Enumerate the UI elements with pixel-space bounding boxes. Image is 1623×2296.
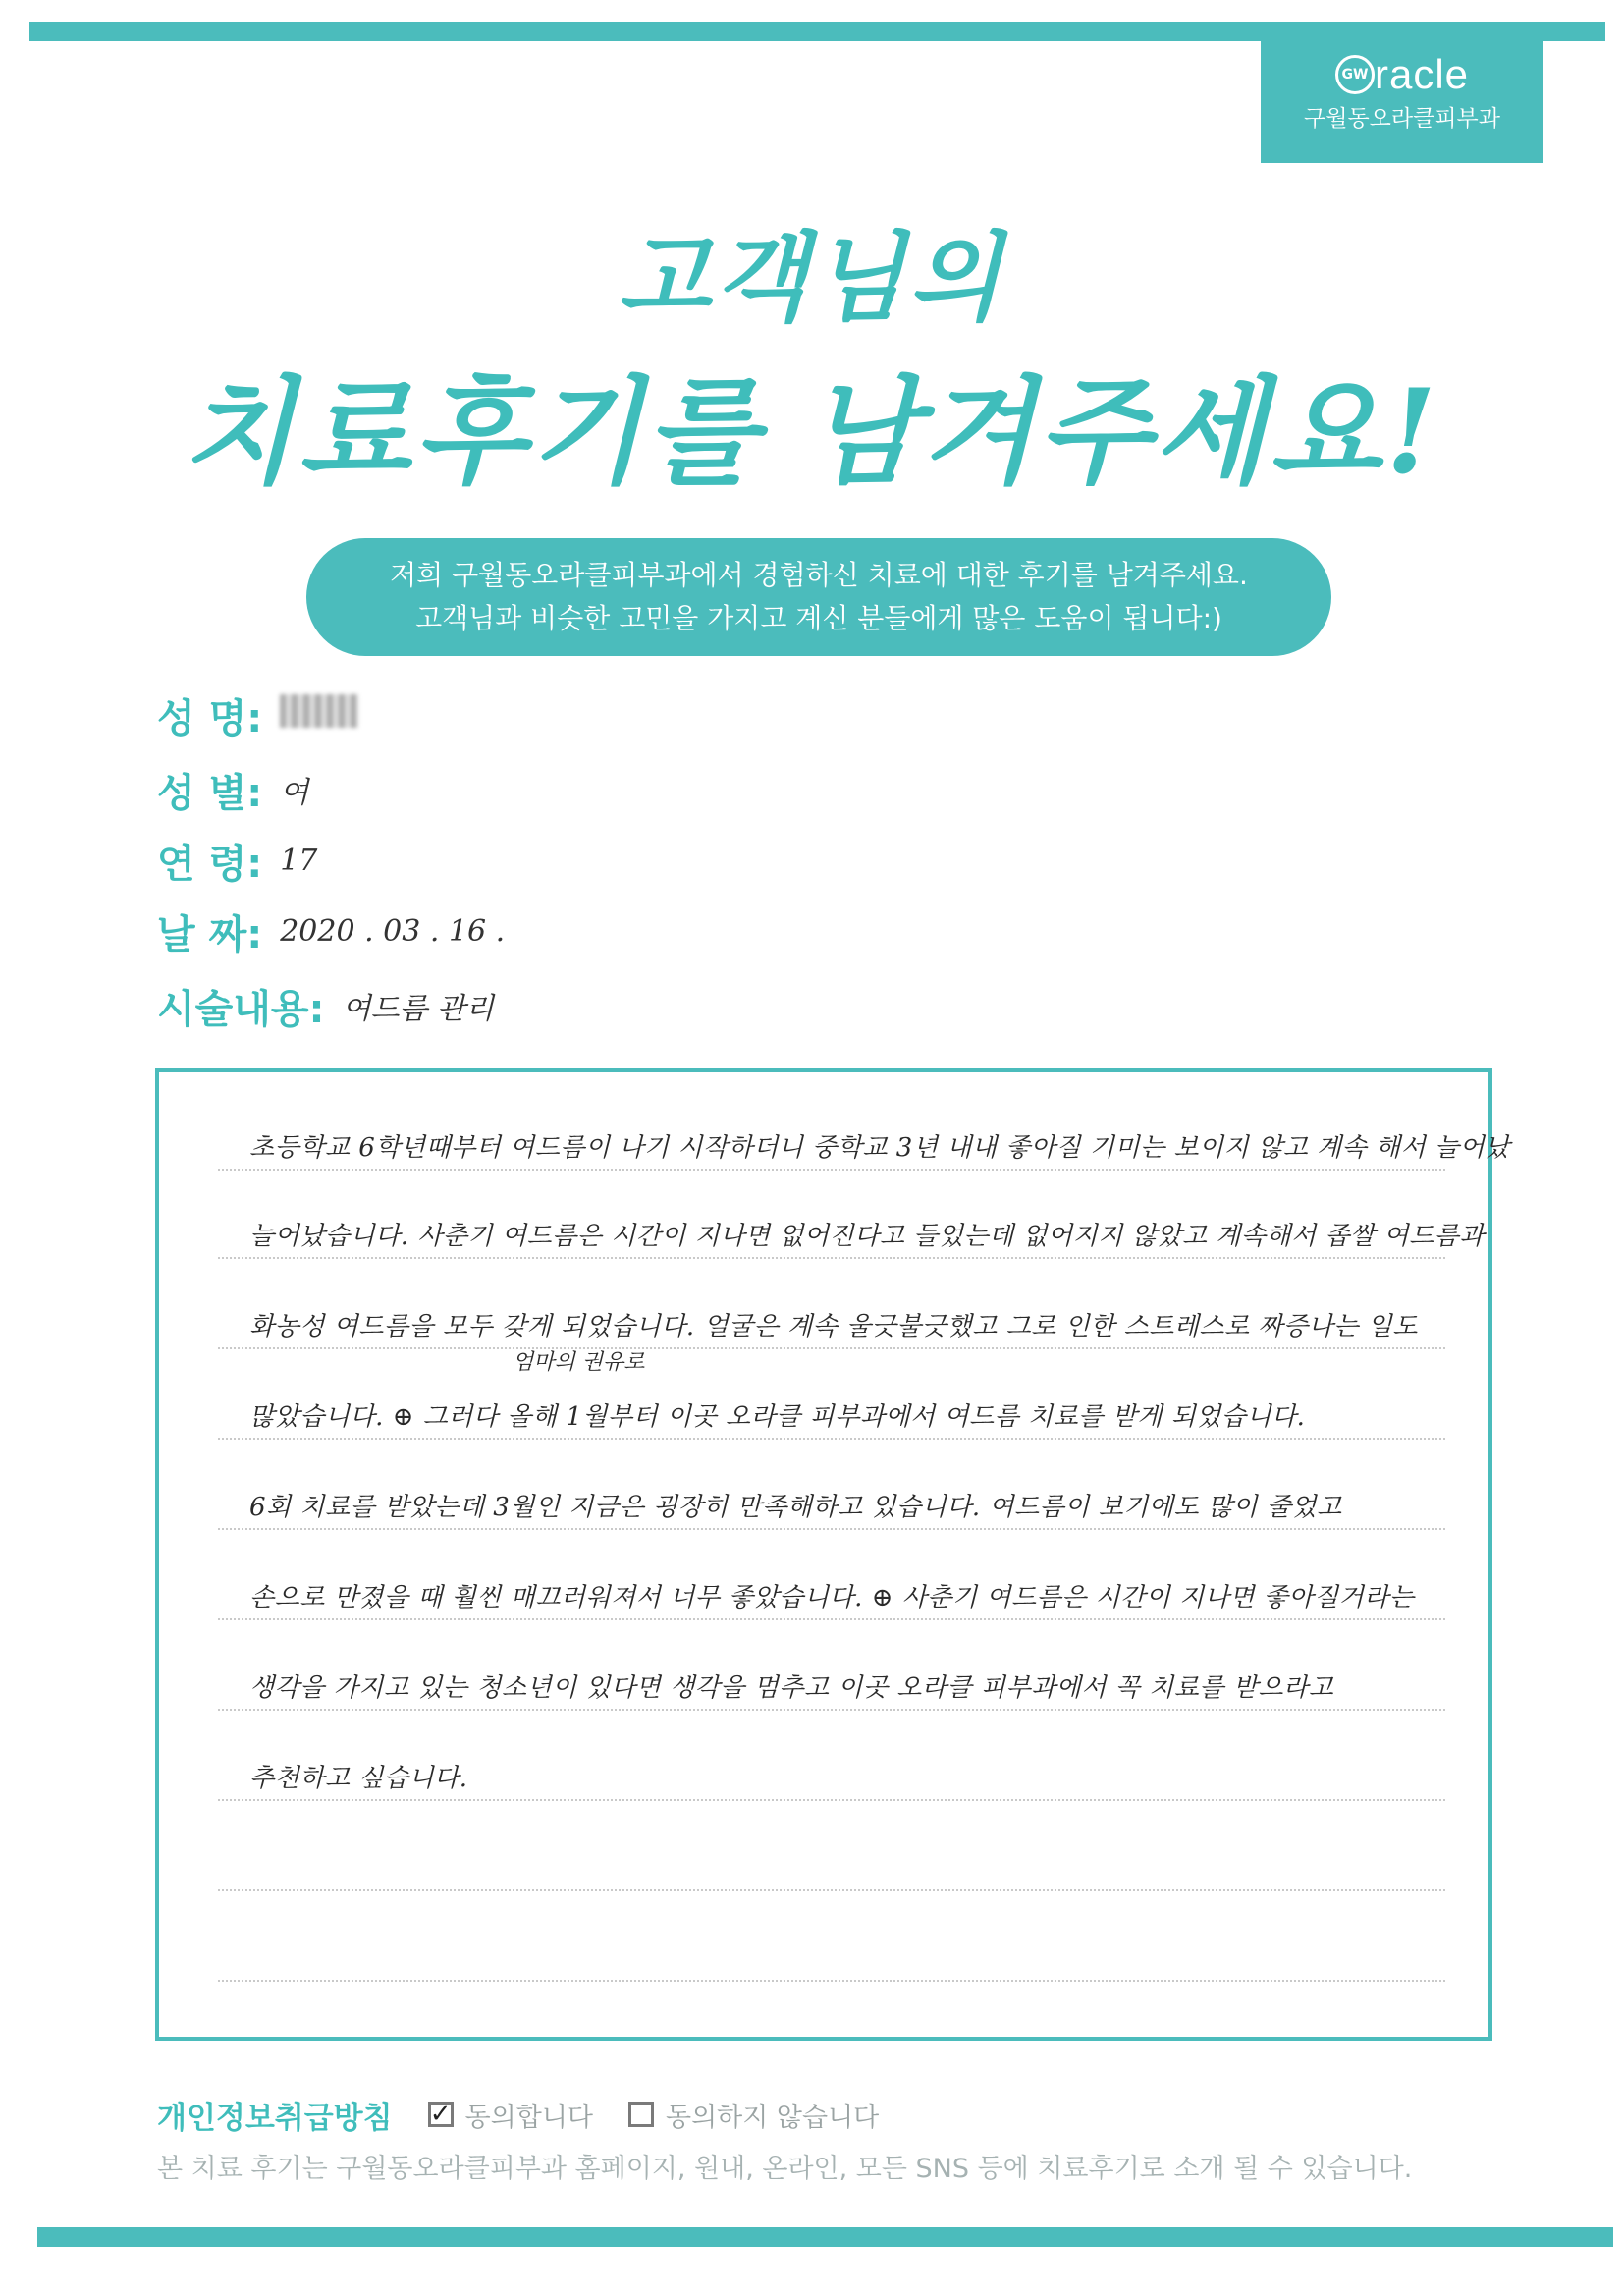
review-line: 늘어났습니다. 사춘기 여드름은 시간이 지나면 없어진다고 들었는데 없어지지 않았고 계속해서 좁쌀 여드름과 [249,1222,1485,1251]
review-line: 손으로 만졌을 때 훨씬 매끄러워져서 너무 좋았습니다. ⊕ 사춘기 여드름은 시간이 지나면 좋아질거라는 [249,1583,1415,1613]
intro-line-1: 저희 구월동오라클피부과에서 경험하신 치료에 대한 후기를 남겨주세요. [390,559,1248,591]
disagree-label: 동의하지 않습니다 [666,2102,880,2133]
age-field [157,833,317,888]
date-value: 2020 . 03 . 16 . [280,913,506,949]
ruled-line [218,1799,1445,1801]
redaction-mosaic [280,694,358,728]
gender-label: 성 별: [157,770,263,816]
ruled-line [218,1528,1445,1530]
ruled-line [218,1709,1445,1711]
ruled-line [218,1169,1445,1171]
date-field [157,903,505,958]
ruled-line [218,1889,1445,1891]
bottom-accent-bar [37,2227,1613,2247]
review-line: 초등학교 6학년때부터 여드름이 나기 시작하더니 중학교 3년 내내 좋아질 기미는 보이지 않고 계속 해서 늘어났 [249,1133,1510,1163]
ruled-line [218,1618,1445,1620]
review-line: 화농성 여드름을 모두 갖게 되었습니다. 얼굴은 계속 울긋불긋했고 그로 인한 스트레스로 짜증나는 일도 [249,1312,1418,1341]
page-title-line-1: 고객님의 [618,222,1005,335]
intro-line-2: 고객님과 비슷한 고민을 가지고 계신 분들에게 많은 도움이 됩니다:) [415,602,1222,634]
checkmark-icon: ✓ [429,2100,452,2129]
disagree-checkbox[interactable] [628,2102,654,2127]
name-value-redacted [280,694,358,736]
ruled-line [218,1980,1445,1982]
review-text-box [155,1068,1510,2041]
ruled-line [218,1347,1445,1349]
ruled-line [218,1257,1445,1259]
date-label: 날 짜: [157,911,263,957]
agree-label: 동의합니다 [464,2102,593,2133]
logo-word: racle [1374,51,1470,97]
clinic-name: 구월동오라클피부과 [1304,106,1500,132]
review-line: 추천하고 싶습니다. [249,1764,468,1793]
age-value: 17 [280,843,318,878]
name-label: 성 명: [157,695,263,741]
logo-circle-icon: GW [1335,55,1375,94]
clinic-logo [1261,41,1543,163]
review-line: 생각을 가지고 있는 청소년이 있다면 생각을 멈추고 이곳 오라클 피부과에서 꼭 치료를 받으라고 [249,1673,1334,1703]
treatment-value: 여드름 관리 [342,992,494,1026]
age-label: 연 령: [157,841,263,887]
top-accent-bar [29,22,1605,41]
gender-value: 여 [280,776,309,810]
privacy-consent-row [157,2090,879,2139]
review-line: 6회 치료를 받았는데 3월인 지금은 굉장히 만족해하고 있습니다. 여드름이 보기에도 많이 줄었고 [249,1493,1342,1522]
review-line: 많았습니다. ⊕ 그러다 올해 1월부터 이곳 오라클 피부과에서 여드름 치료를 받게 되었습니다. [249,1402,1306,1432]
privacy-policy-title: 개인정보취급방침 [157,2100,393,2136]
intro-banner [306,538,1331,656]
page-title-line-2: 치료후기를 남겨주세요! [183,363,1440,500]
agree-checkbox[interactable] [428,2102,454,2127]
treatment-field [157,978,494,1033]
ruled-line [218,1438,1445,1440]
usage-notice: 본 치료 후기는 구월동오라클피부과 홈페이지, 원내, 온라인, 모든 SNS 등에 치료후기로 소개 될 수 있습니다. [157,2154,1413,2184]
handwritten-insert-note: 엄마의 권유로 [513,1350,645,1375]
logo-mark [1261,53,1543,96]
treatment-label: 시술내용: [157,986,325,1032]
name-field [157,687,358,742]
gender-field [157,762,308,817]
